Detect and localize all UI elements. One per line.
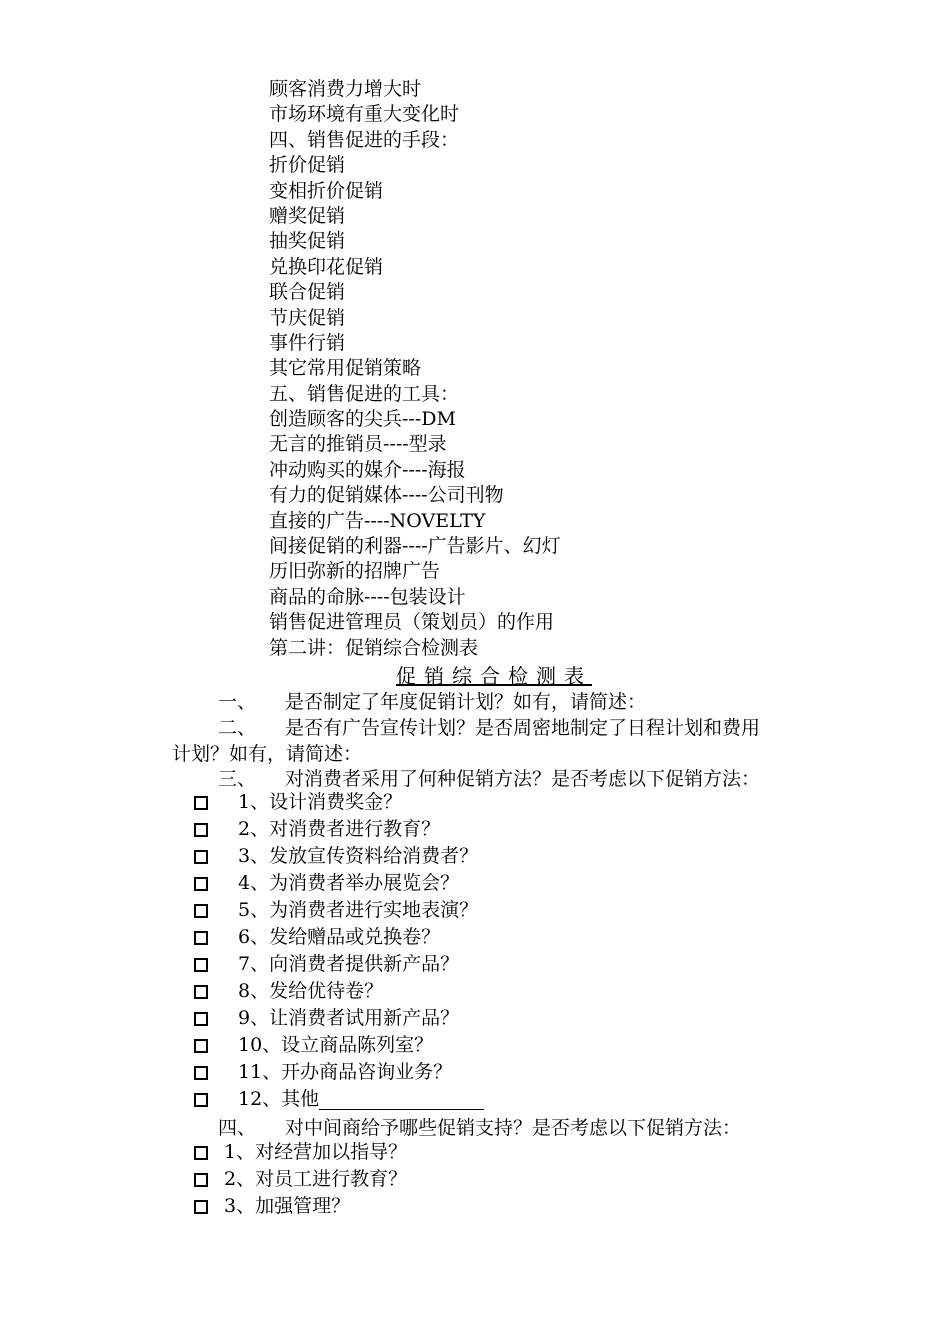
option-label: 5、为消费者进行实地表演？ <box>238 899 479 921</box>
question-4 <box>218 1115 741 1141</box>
list-item <box>194 1032 484 1059</box>
option-label: 1、设计消费奖金？ <box>238 791 403 813</box>
question-number: 四、 <box>218 1117 257 1139</box>
intro-line: 市场环境有重大变化时 <box>269 103 460 126</box>
question-number: 一、 <box>218 691 257 713</box>
intro-line: 抽奖促销 <box>269 230 346 253</box>
question-2-continuation: 计划？如有，请简述： <box>172 743 363 765</box>
checkbox[interactable] <box>194 1039 208 1053</box>
lecture-heading: 第二讲：促销综合检测表 <box>269 636 479 659</box>
list-item <box>194 1059 484 1086</box>
option-label: 10、设立商品陈列室？ <box>238 1034 434 1056</box>
question-number: 三、 <box>218 768 257 790</box>
intro-list <box>269 77 561 661</box>
list-item <box>194 1139 407 1166</box>
intro-line: 兑换印花促销 <box>269 255 384 278</box>
list-item <box>194 1193 407 1220</box>
intro-line: 其它常用促销策略 <box>269 357 422 380</box>
intro-line: 赠奖促销 <box>269 204 346 227</box>
option-label: 3、发放宣传资料给消费者？ <box>238 845 479 867</box>
option-label: 7、向消费者提供新产品？ <box>238 953 460 975</box>
checkbox[interactable] <box>194 1093 208 1107</box>
dealer-options-list <box>194 1139 407 1220</box>
intro-line: 变相折价促销 <box>269 179 384 202</box>
checkbox[interactable] <box>194 931 208 945</box>
checkbox[interactable] <box>194 850 208 864</box>
checkbox[interactable] <box>194 904 208 918</box>
checkbox[interactable] <box>194 1173 208 1187</box>
checklist-title: 促销综合检测表 <box>396 664 592 688</box>
checkbox[interactable] <box>194 823 208 837</box>
question-text: 是否制定了年度促销计划？如有，请简述： <box>285 691 647 713</box>
option-label: 6、发给赠品或兑换卷？ <box>238 926 441 948</box>
intro-line: 商品的命脉----包装设计 <box>269 585 466 608</box>
option-label: 12、其他 <box>238 1088 320 1110</box>
checkbox[interactable] <box>194 1200 208 1214</box>
question-1 <box>218 689 646 715</box>
intro-line: 历旧弥新的招牌广告 <box>269 560 441 583</box>
intro-line: 联合促销 <box>269 281 346 304</box>
intro-line: 折价促销 <box>269 154 346 177</box>
question-text: 对中间商给予哪些促销支持？是否考虑以下促销方法： <box>285 1117 742 1139</box>
intro-line: 有力的促销媒体----公司刊物 <box>269 484 504 507</box>
list-item <box>194 897 484 924</box>
question-text: 对消费者采用了何种促销方法？是否考虑以下促销方法： <box>285 768 761 790</box>
question-2 <box>218 715 760 741</box>
section-heading: 四、销售促进的手段： <box>269 128 460 151</box>
list-item <box>194 816 484 843</box>
fill-in-blank[interactable] <box>319 1090 484 1110</box>
list-item <box>194 951 484 978</box>
intro-line: 销售促进管理员（策划员）的作用 <box>269 611 555 634</box>
intro-line: 创造顾客的尖兵---DM <box>269 408 456 431</box>
intro-line: 顾客消费力增大时 <box>269 78 422 100</box>
list-item <box>194 1005 484 1032</box>
option-label: 9、让消费者试用新产品？ <box>238 1007 460 1029</box>
list-item <box>194 843 484 870</box>
section-heading: 五、销售促进的工具： <box>269 382 460 405</box>
option-label: 4、为消费者举办展览会？ <box>238 872 460 894</box>
intro-line: 直接的广告----NOVELTY <box>269 509 486 532</box>
checkbox[interactable] <box>194 877 208 891</box>
intro-line: 节庆促销 <box>269 306 346 329</box>
question-number: 二、 <box>218 717 257 739</box>
intro-line: 冲动购买的媒介----海报 <box>269 458 466 481</box>
list-item <box>194 789 484 816</box>
checkbox[interactable] <box>194 1066 208 1080</box>
option-label: 11、开办商品咨询业务？ <box>238 1061 453 1083</box>
list-item <box>194 978 484 1005</box>
checkbox[interactable] <box>194 958 208 972</box>
checkbox[interactable] <box>194 985 208 999</box>
question-text: 是否有广告宣传计划？是否周密地制定了日程计划和费用 <box>285 717 761 739</box>
option-label: 3、加强管理？ <box>224 1195 351 1217</box>
intro-line: 事件行销 <box>269 331 346 354</box>
intro-line: 无言的推销员----型录 <box>269 433 447 456</box>
option-label: 2、对消费者进行教育？ <box>238 818 441 840</box>
list-item <box>194 1086 484 1113</box>
checkbox[interactable] <box>194 1146 208 1160</box>
option-label: 1、对经营加以指导？ <box>224 1141 408 1163</box>
option-label: 8、发给优待卷？ <box>238 980 384 1002</box>
intro-line: 间接促销的利器----广告影片、幻灯 <box>269 535 561 558</box>
option-label: 2、对员工进行教育？ <box>224 1168 408 1190</box>
list-item <box>194 870 484 897</box>
list-item <box>194 1166 407 1193</box>
checkbox[interactable] <box>194 1012 208 1026</box>
list-item <box>194 924 484 951</box>
checkbox[interactable] <box>194 796 208 810</box>
consumer-options-list <box>194 789 484 1113</box>
